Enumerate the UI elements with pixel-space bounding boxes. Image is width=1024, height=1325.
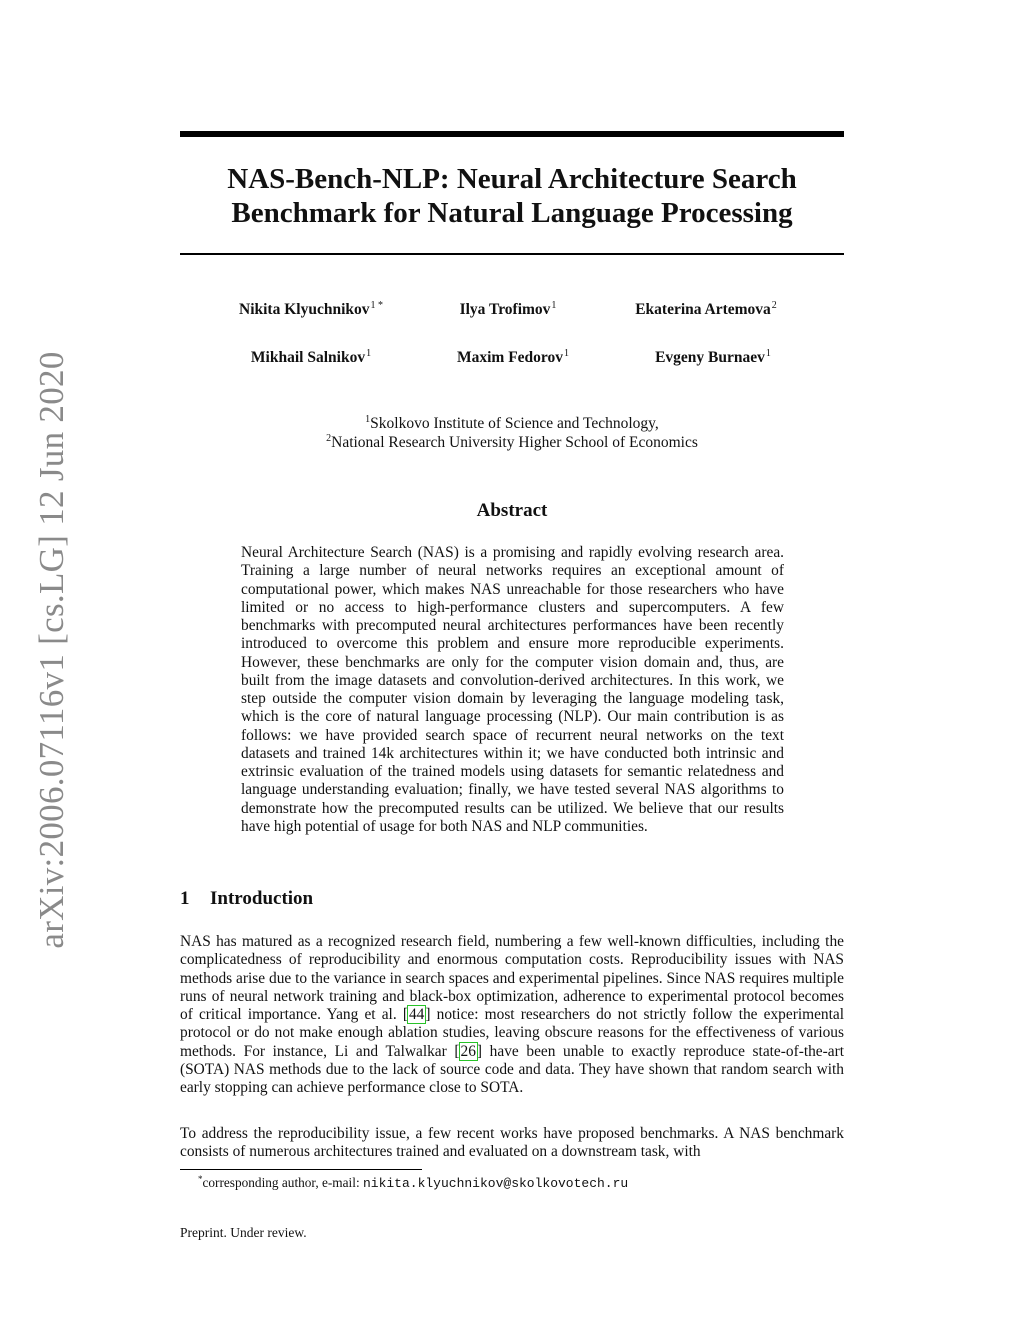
author-affiliation-mark: 1	[765, 348, 771, 359]
intro-paragraph-2: To address the reproducibility issue, a few recent works have proposed benchmarks. A NAS benchmark consists of numerous architectures trained and evaluated on a downstream task, with	[180, 1125, 844, 1161]
author-affiliation-mark: 1	[551, 300, 557, 311]
footnote-rule	[180, 1169, 422, 1170]
author-5	[457, 348, 569, 367]
affiliation-1	[180, 414, 844, 433]
footnote-text: corresponding author, e-mail:	[202, 1175, 363, 1190]
affiliation-mark: 2	[326, 433, 332, 444]
preprint-footer: Preprint. Under review.	[180, 1225, 307, 1240]
author-name: Evgeny Burnaev	[655, 349, 765, 366]
paper-title	[180, 162, 844, 230]
affiliation-mark: 1	[365, 414, 371, 425]
author-affiliation-mark: 2	[771, 300, 777, 311]
abstract-heading: Abstract	[476, 500, 548, 521]
title-bottom-rule	[180, 253, 844, 255]
section-heading-introduction	[180, 888, 313, 910]
arxiv-identifier-stamp: arXiv:2006.07116v1 [cs.LG] 12 Jun 2020	[32, 351, 71, 949]
author-name: Ilya Trofimov	[459, 301, 551, 318]
author-affiliation-mark: 1 *	[370, 300, 383, 311]
author-3	[635, 300, 777, 319]
section-number: 1	[180, 888, 190, 909]
author-6	[655, 348, 771, 367]
author-affiliation-mark: 1	[366, 348, 372, 359]
author-name: Maxim Fedorov	[456, 349, 564, 366]
paragraph-text: ] notice: most researchers do not strictly follow the experimental protocol or do not make enough ablation studies, leaving obscure reasons for the effectiveness of various methods. For instance, Li and Talwalkar [	[180, 1006, 844, 1060]
citation-link[interactable]: 26	[460, 1042, 476, 1060]
affiliation-text: Skolkovo Institute of Science and Technology,	[370, 415, 659, 432]
title-line-2: Benchmark for Natural Language Processing	[231, 197, 793, 229]
author-name: Ekaterina Artemova	[635, 301, 771, 318]
author-2	[460, 300, 557, 319]
footnote-mark: *	[198, 1174, 203, 1184]
title-top-rule	[180, 131, 844, 137]
footnote	[198, 1174, 628, 1191]
footnote-email[interactable]: nikita.klyuchnikov@skolkovotech.ru	[362, 1176, 629, 1191]
author-name: Nikita Klyuchnikov	[239, 301, 370, 318]
paragraph-text: NAS has matured as a recognized research field, numbering a few well-known difficulties, including the complicatedness of reproducibility and enormous computation costs. Reproducibility issues with NAS methods arise due to the variance in search spaces and experimental pipelines. Since NAS requires multiple runs of neural network training and black-box optimization, adherence to experimental protocol becomes of critical importance. Yang et al. [	[180, 933, 844, 1023]
affiliation-2	[180, 433, 844, 452]
paragraph-text: ] have been unable to exactly reproduce state-of-the-art (SOTA) NAS methods due to the lack of source code and data. They have shown that random search with early stopping can achieve performance close to SOTA.	[180, 1042, 844, 1096]
author-affiliation-mark: 1	[564, 348, 570, 359]
author-name: Mikhail Salnikov	[250, 349, 366, 366]
section-title: Introduction	[210, 888, 314, 909]
author-4	[251, 348, 371, 367]
abstract-body: Neural Architecture Search (NAS) is a promising and rapidly evolving research area. Training a large number of neural networks requires an exceptional amount of computational power, which makes NAS unreachable for those researchers who have limited or no access to high-performance clusters and supercomputers. A few benchmarks with precomputed neural architectures performances have been recently introduced to overcome this problem and ensure more reproducible experiments. However, these benchmarks are only for the computer vision domain and, thus, are built from the image datasets and convolution-derived architectures. In this work, we step outside the computer vision domain by leveraging the language modeling task, which is the core of natural language processing (NLP). Our main contribution is as follows: we have provided search space of recurrent neural networks on the text datasets and trained 14k architectures within it; we have conducted both intrinsic and extrinsic evaluation of the trained models using datasets for semantic relatedness and language understanding evaluation; finally, we have tested several NAS algorithms to demonstrate how the precomputed results can be utilized. We believe that our results have high potential of usage for both NAS and NLP communities.	[241, 544, 784, 835]
title-line-1: NAS-Bench-NLP: Neural Architecture Search	[227, 163, 797, 195]
intro-paragraph-1	[180, 933, 844, 1097]
affiliation-text: National Research University Higher School of Economics	[331, 434, 698, 451]
citation-link[interactable]: 44	[408, 1006, 425, 1023]
author-1	[239, 300, 383, 319]
